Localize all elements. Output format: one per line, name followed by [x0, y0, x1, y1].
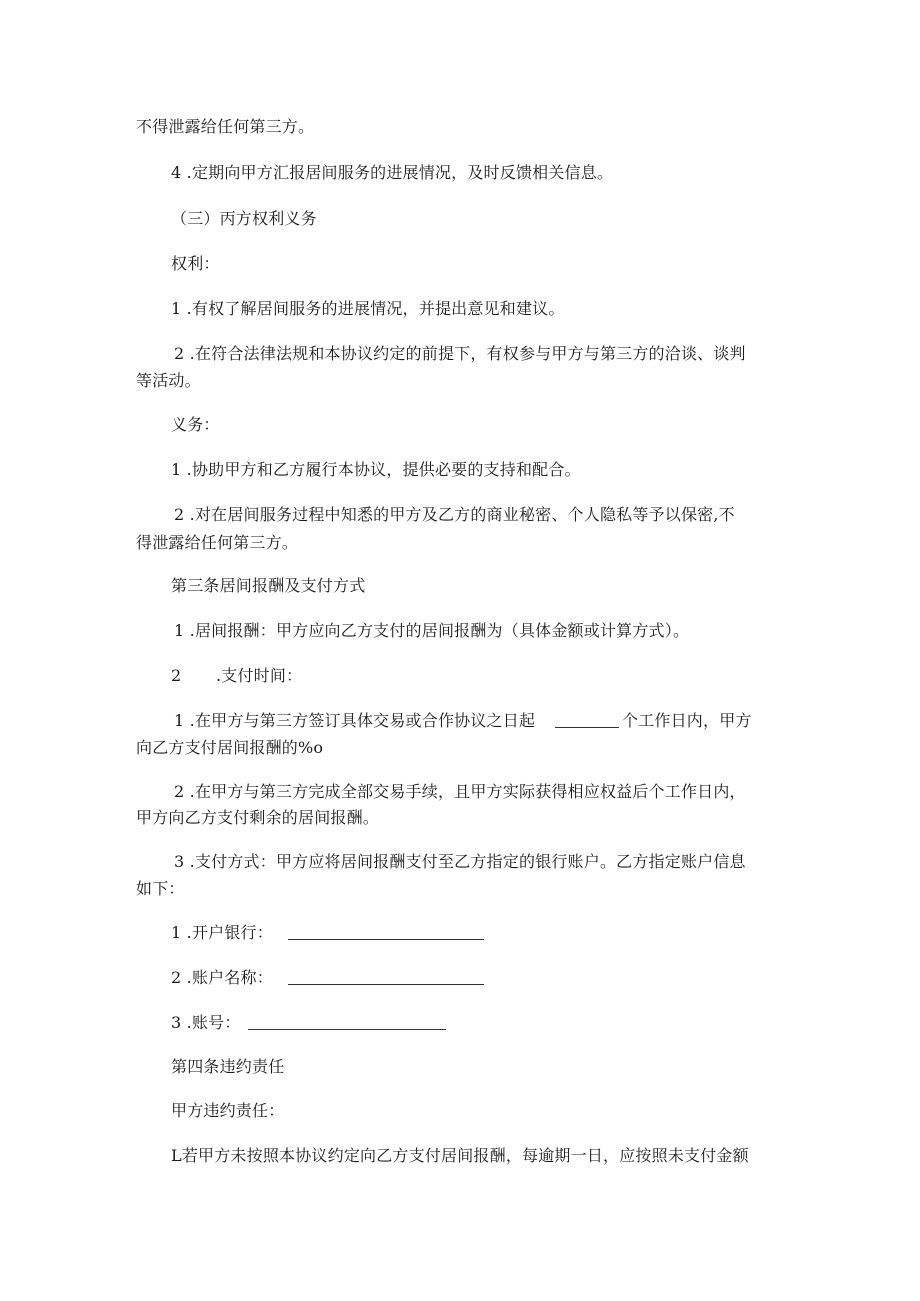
text-line: 如下：: [136, 879, 185, 898]
blank-field-days: [555, 713, 619, 728]
item-number: 2: [171, 666, 182, 685]
text-line: 1 .有权了解居间服务的进展情况，并提出意见和建议。: [171, 299, 565, 318]
blank-field-account-number: [248, 1015, 446, 1030]
text-line: 1 .在甲方与第三方签订具体交易或合作协议之日起: [174, 711, 536, 730]
section-heading: 第四条违约责任: [171, 1057, 285, 1076]
text-line: 权利：: [171, 254, 220, 273]
text-line: 3 .支付方式：甲方应将居间报酬支付至乙方指定的银行账户。乙方指定账户信息: [174, 852, 746, 871]
text-line: 1 .开户银行：: [171, 923, 273, 942]
text-line: 不得泄露给任何第三方。: [136, 117, 315, 136]
text-line: 1 .居间报酬：甲方应向乙方支付的居间报酬为（具体金额或计算方式）。: [174, 621, 690, 640]
text-line: L若甲方未按照本协议约定向乙方支付居间报酬，每逾期一日，应按照未支付金额: [171, 1146, 749, 1165]
text-line: 义务：: [171, 415, 220, 434]
text-line: 2 .账户名称：: [171, 968, 273, 987]
text-line: 2 .在符合法律法规和本协议约定的前提下，有权参与甲方与第三方的洽谈、谈判: [174, 344, 746, 363]
text-line: 等活动。: [136, 371, 201, 390]
blank-field-bank: [288, 925, 484, 940]
text-line: 甲方违约责任：: [171, 1101, 285, 1120]
text-line: 4 .定期向甲方汇报居间服务的进展情况，及时反馈相关信息。: [171, 163, 614, 182]
section-heading: 第三条居间报酬及支付方式: [171, 576, 366, 595]
text-line: 1 .协助甲方和乙方履行本协议，提供必要的支持和配合。: [171, 460, 581, 479]
text-line: 2 .在甲方与第三方完成全部交易手续，且甲方实际获得相应权益后个工作日内，: [174, 782, 746, 801]
text-line: 个工作日内，甲方: [622, 711, 752, 730]
text-line: 3 .账号：: [171, 1013, 241, 1032]
text-line: .支付时间：: [216, 666, 303, 685]
text-line: 向乙方支付居间报酬的%o: [136, 738, 324, 757]
text-line: 甲方向乙方支付剩余的居间报酬。: [136, 808, 380, 827]
text-line: 得泄露给任何第三方。: [136, 533, 299, 552]
text-line: 2 .对在居间服务过程中知悉的甲方及乙方的商业秘密、个人隐私等予以保密,不: [174, 505, 735, 524]
section-heading: （三）丙方权利义务: [171, 209, 317, 228]
blank-field-account-name: [288, 970, 484, 985]
